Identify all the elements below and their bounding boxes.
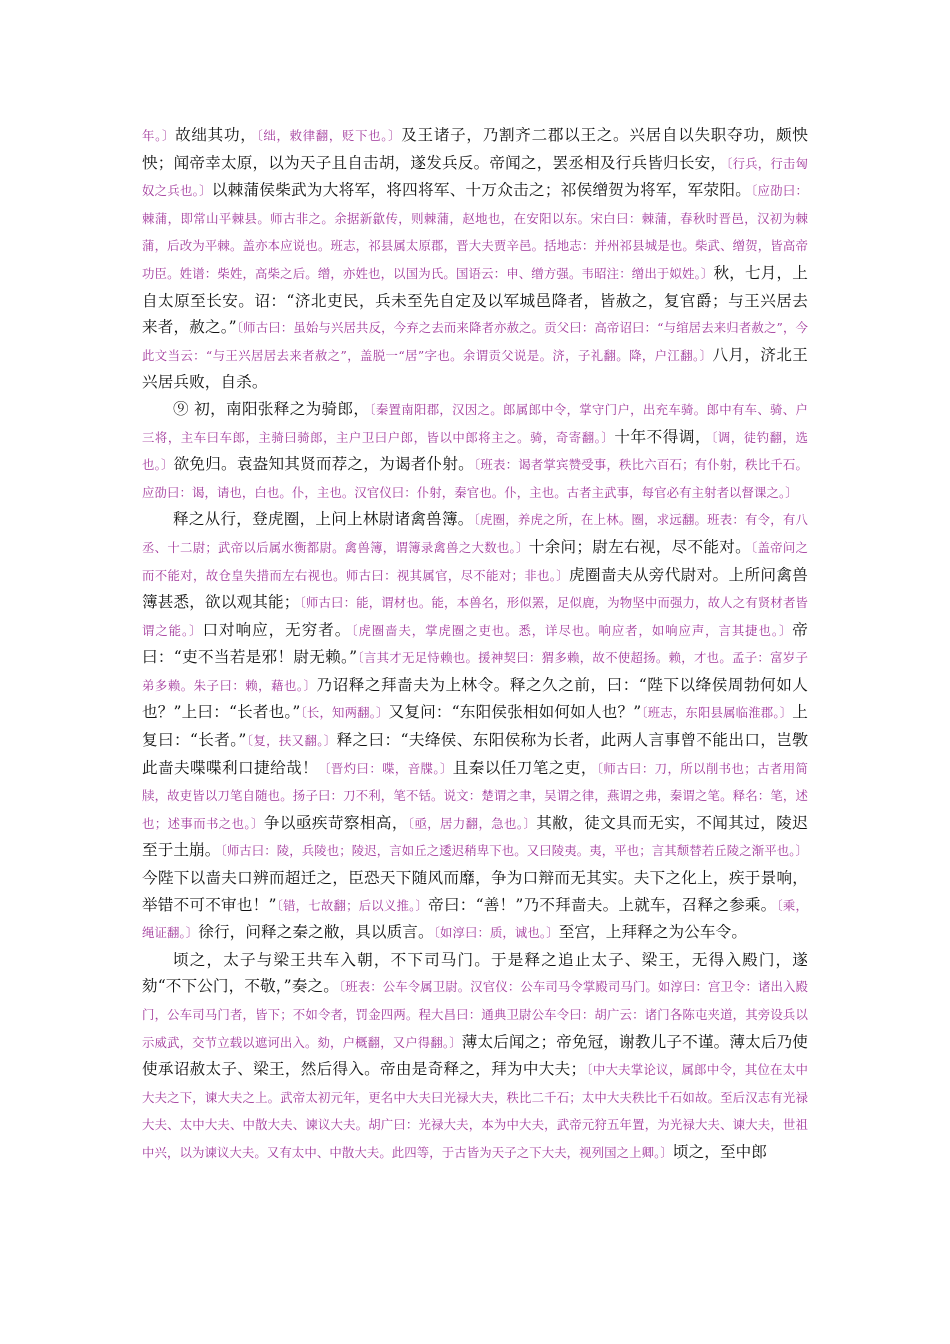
main-text: 今陛下以啬夫口辨而超迁之，臣恐天下随风而靡，争为口辩而无其实。夫下之化上，疾于景响，举错不可不审也！”: [142, 869, 808, 914]
main-text: 虎圈啬夫从旁代尉对。上所问禽兽簿甚悉，欲以观其能；: [142, 565, 808, 612]
main-text: 以棘蒲侯柴武为大将军，将四将军、十万众击之；祁侯缯贺为将军，军荥阳。: [211, 181, 752, 200]
main-text: 八月，济北王兴居兵败，自杀。: [142, 345, 808, 392]
annotation-text: 〔错，七故翻；后以义推。〕: [276, 897, 429, 913]
main-text: 其敝，徒文具而无实，不闻其过，陵迟至于土崩。: [142, 813, 808, 860]
annotation-text: 〔师古曰：刀，所以削书也；古者用简牍，故吏皆以刀笔自随也。扬子曰：刀不利，笔不铦。说文：楚谓之聿，吴谓之律，燕谓之弗，秦谓之笔。释名：笔，述也；述事而书之也。〕: [142, 760, 808, 831]
main-text: 又复问：“东阳侯张相如何如人也？”: [388, 703, 642, 722]
main-text: 十余问；尉左右视，尽不能对。: [528, 537, 751, 556]
annotation-text: 〔秦置南阳郡，汉因之。郎属郎中令，掌守门户，出充车骑。郎中有车、骑、户三将，主车曰车郎，主骑曰骑郎，主户卫曰户郎，皆以中郎将主之。骑，奇寄翻。〕: [142, 401, 808, 445]
annotation-text: 〔绌，敕律翻，贬下也。〕: [256, 128, 402, 143]
main-text: 欲免归。袁盎知其贤而荐之，为谒者仆射。: [173, 455, 474, 474]
annotation-text: 〔盖帝问之而不能对，故仓皇失措而左右视也。师古曰：视其属官，尽不能对；非也。〕: [142, 539, 808, 583]
annotation-text: 〔师古曰：虽始与兴居共反，今弃之去而来降者亦赦之。贡父曰：高帝诏曰：“与绾居去来归者赦之”，今此文当云：“与王兴居居去来者赦之”，盖脱一“居”字也。余谓贡父说是。济，子礼翻。降，户江翻。〕: [142, 320, 809, 363]
main-text: 至宫，上拜释之为公车令。: [558, 923, 748, 942]
paragraph: [142, 396, 808, 506]
document-page: [142, 122, 808, 1167]
main-text: 争以亟疾苛察相高，: [263, 813, 408, 832]
annotation-text: 〔班志，东阳县属临淮郡。〕: [641, 705, 793, 721]
annotation-text: 〔乘，绳证翻。〕: [142, 897, 809, 941]
paragraph: [142, 122, 808, 396]
main-text: 十年不得调，: [614, 427, 712, 446]
annotation-text: 〔应劭曰：棘蒲，即常山平棘县。师古非之。余据新歙传，则棘蒲，赵地也，在安阳以东。宋白曰：棘蒲，春秋时晋邑，汉初为棘蒲，后改为平棘。盖亦本应说也。班志，祁县属太原郡，晋大夫贾辛邑。括地志：并州祁县城是也。柴武、缯贺，皆高帝功臣。姓谱：柴姓，高柴之后。缯，亦姓也，以国为氏。国语云：申、缯方强。韦昭注：缯出于姒姓。〕: [142, 183, 809, 281]
annotation-text: 〔虎圈，养虎之所，在上林。圈，求远翻。班表：有令，有八丞、十二尉；武帝以后属水衡都尉。禽兽簿，谓簿录禽兽之大数也。〕: [142, 512, 809, 555]
main-text: 上复曰：“长者。”: [142, 703, 808, 750]
annotation-text: 〔如淳曰：质，诚也。〕: [433, 925, 559, 941]
annotation-text: 〔师古曰：能，谓材也。能，本兽名，形似罴，足似鹿，为物坚中而强力，故人之有贤材者皆谓之能。〕: [142, 595, 808, 638]
annotation-text: 年。〕: [142, 128, 176, 143]
annotation-text: 〔虎圈啬夫，掌虎圈之吏也。悉，详尽也。响应者，如响应声，言其捷也。〕: [351, 622, 793, 638]
main-text: 徐行，问释之秦之敝，具以质言。: [198, 923, 434, 942]
main-text: 故绌其功，: [175, 126, 257, 144]
paragraph: [142, 947, 808, 1167]
annotation-text: 〔中大夫掌论议，属郎中令，其位在太中大夫之下，谏大夫之上。武帝太初元年，更名中大夫曰光禄大夫，秩比二千石；太中大夫秩比千石如故。至后汉志有光禄大夫、太中大夫、中散大夫、谏议大夫。胡广曰：光禄大夫，本为中大夫，武帝元狩五年置，为光禄大夫、谏大夫，世祖中兴，以为谏议大夫。又有太中、中散大夫。此四等，于古皆为天子之下大夫，视列国之上卿。〕: [142, 1062, 808, 1160]
annotation-text: 〔言其才无足恃赖也。援神契曰：猬多赖，故不使超扬。赖，才也。孟子：富岁子弟多赖。朱子曰：赖，藉也。〕: [142, 650, 808, 693]
main-text: 顷之，太子与梁王共车入朝，不下司马门。于是释之追止太子、梁王，无得入殿门，遂劾“不下公门，不敬，”奏之。: [142, 950, 808, 996]
main-text: 乃诏释之拜啬夫为上林令。释之久之前，曰：“陛下以绛侯周勃何如人也？”上曰：“长者也。”: [142, 675, 809, 722]
annotation-text: 〔亟，居力翻，急也。〕: [407, 815, 537, 831]
paragraph: [142, 506, 808, 947]
annotation-text: 〔行兵，行击匈奴之兵也。〕: [142, 155, 809, 199]
annotation-text: 〔班表：公车令属卫尉。汉官仪：公车司马令掌殿司马门。如淳曰：宫卫令：诸出入殿门，公车司马门者，皆下；不如令者，罚金四两。程大昌曰：通典卫尉公车令曰：胡广云：诸门各陈屯夹道，其旁设兵以示威武，交节立载以遮诃出入。劾，户概翻，又户得翻。〕: [142, 979, 808, 1050]
annotation-text: 〔班表：谒者掌宾赞受事，秩比六百石；有仆射，秩比千石。应劭曰：谒，请也，白也。仆，主也。汉官仪曰：仆射，秦官也。仆，主也。古者主武事，每官必有主射者以督课之。〕: [142, 457, 809, 500]
annotation-text: 〔长，知两翻。〕: [300, 705, 389, 721]
annotation-text: 〔复，扶又翻。〕: [246, 733, 337, 749]
main-text: 秋，七月，上自太原至长安。诏：“济北吏民，兵未至先自定及以军城邑降者，皆赦之，复官爵；与王兴居去来者，赦之。”: [142, 263, 808, 337]
main-text: 释之从行，登虎圈，上问上林尉诸禽兽簿。: [173, 510, 474, 529]
main-text: 顷之，至中郎: [672, 1142, 768, 1161]
main-text: 薄太后闻之；帝免冠，谢教儿子不谨。薄太后乃使使承诏赦太子、梁王，然后得入。帝由是奇释之，拜为中大夫；: [142, 1032, 808, 1079]
annotation-text: 〔师古曰：陵，兵陵也；陵迟，言如丘之逶迟稍卑下也。又曰陵夷。夷，平也；言其颓替若丘陵之渐平也。〕: [220, 843, 808, 859]
main-text: 释之曰：“夫绛侯、东阳侯称为长者，此两人言事曾不能出口，岂斆此啬夫喋喋利口捷给哉！: [142, 731, 808, 777]
annotation-text: 〔晋灼曰：喋，音牒。〕: [318, 760, 453, 776]
annotation-text: 〔调，徒钓翻，选也。〕: [142, 429, 808, 473]
main-text: ⑨ 初，南阳张释之为骑郎，: [173, 399, 370, 418]
main-text: 口对响应，无穷者。: [202, 620, 352, 639]
main-text: 帝曰：“善！”乃不拜啬夫。上就车，召释之参乘。: [428, 895, 777, 914]
main-text: 及王诸子，乃割齐二郡以王之。兴居自以失职夺功，颇怏怏；闻帝幸太原，以为天子且自击胡，遂发兵反。帝闻之，罢丞相及行兵皆归长安，: [142, 126, 808, 172]
main-text: 帝曰：“吏不当若是邪！尉无赖。”: [142, 620, 808, 667]
main-text: 且秦以任刀笔之吏，: [452, 758, 597, 777]
